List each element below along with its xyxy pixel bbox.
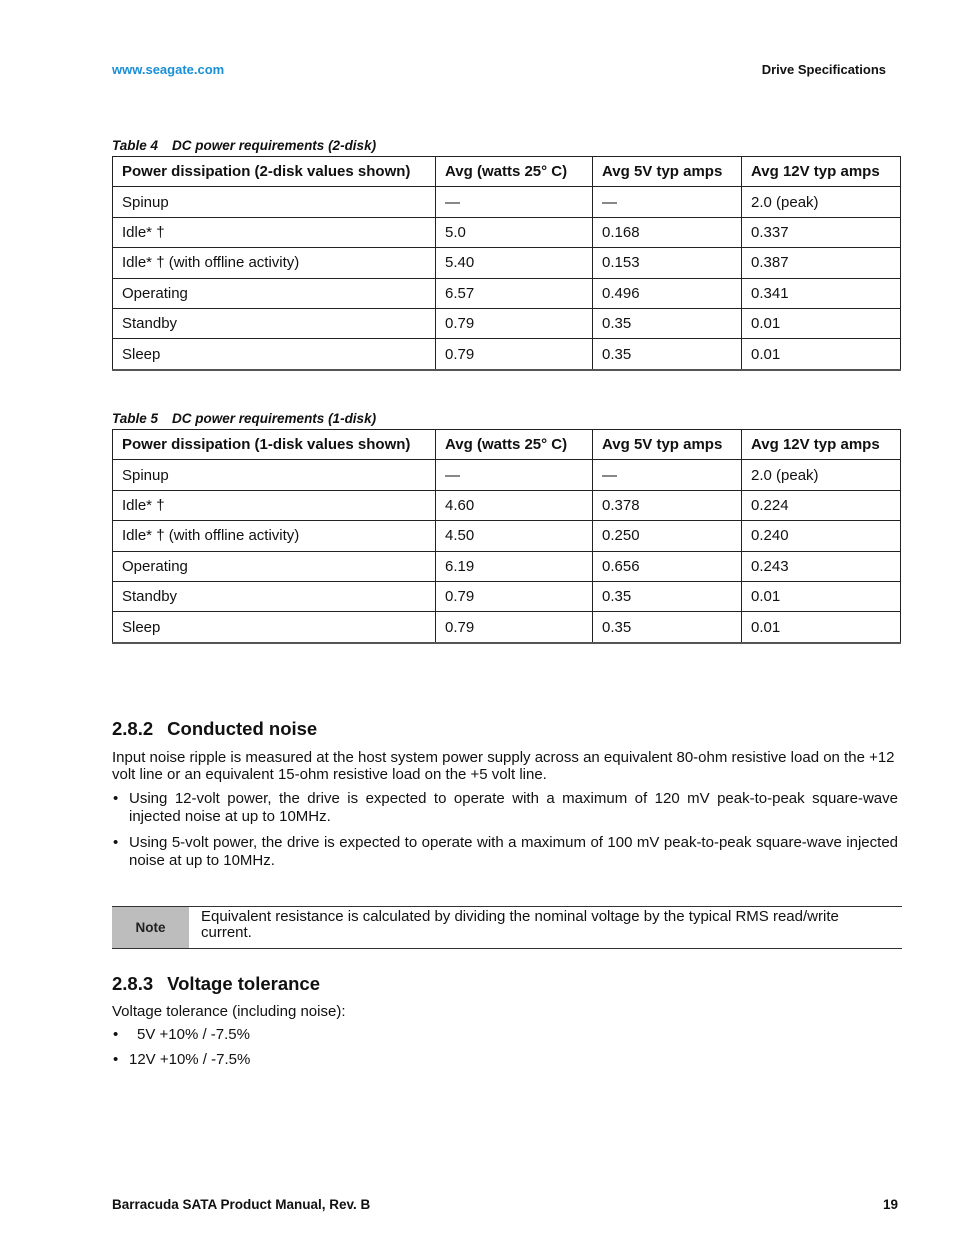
table-cell: — bbox=[593, 460, 742, 490]
list-item bbox=[112, 834, 898, 870]
column-header: Avg 12V typ amps bbox=[742, 157, 901, 187]
table-cell: 4.60 bbox=[436, 490, 593, 520]
conducted-noise-intro: Input noise ripple is measured at the host system power supply across an equivalent 80-ohm resistive load on the +12 volt line or an equivalent 15-ohm resistive load on the +5 volt line. bbox=[112, 749, 895, 783]
list-item bbox=[112, 790, 898, 826]
table-cell: 0.79 bbox=[436, 581, 593, 611]
table-cell: 0.35 bbox=[593, 612, 742, 643]
table-cell: 2.0 (peak) bbox=[742, 460, 901, 490]
table-cell: 0.337 bbox=[742, 217, 901, 247]
list-item-text: 5V +10% / -7.5% bbox=[137, 1026, 250, 1043]
bullet-icon: • bbox=[113, 834, 119, 851]
table5-dc-power-1disk bbox=[112, 429, 901, 644]
bullet-icon: • bbox=[113, 790, 119, 807]
column-header: Avg (watts 25° C) bbox=[436, 430, 593, 460]
column-header: Avg 5V typ amps bbox=[593, 430, 742, 460]
table-cell: — bbox=[436, 187, 593, 217]
table-row bbox=[113, 187, 901, 217]
table4-caption-title: DC power requirements (2-disk) bbox=[172, 138, 377, 153]
table5-caption-title: DC power requirements (1-disk) bbox=[172, 411, 377, 426]
table-cell: 0.243 bbox=[742, 551, 901, 581]
section-title: Voltage tolerance bbox=[167, 973, 320, 994]
table-cell: 4.50 bbox=[436, 521, 593, 551]
table4-caption-number: Table 4 bbox=[112, 138, 159, 153]
table-cell: 0.496 bbox=[593, 278, 742, 308]
table-cell: 0.35 bbox=[593, 308, 742, 338]
table-row bbox=[113, 460, 901, 490]
voltage-tolerance-bullet-list bbox=[112, 1026, 898, 1069]
section-heading-conducted-noise bbox=[112, 718, 317, 740]
table-cell: Spinup bbox=[113, 187, 436, 217]
table-cell: 0.240 bbox=[742, 521, 901, 551]
table-cell: — bbox=[436, 460, 593, 490]
table-cell: 2.0 (peak) bbox=[742, 187, 901, 217]
table-header-row bbox=[113, 430, 901, 460]
table-cell: Idle* † bbox=[113, 217, 436, 247]
table-cell: 0.224 bbox=[742, 490, 901, 520]
table-cell: Operating bbox=[113, 278, 436, 308]
table-cell: 6.57 bbox=[436, 278, 593, 308]
table-cell: 5.0 bbox=[436, 217, 593, 247]
footer-manual-title: Barracuda SATA Product Manual, Rev. B bbox=[112, 1197, 371, 1212]
note-text: Equivalent resistance is calculated by dividing the nominal voltage by the typical RMS read/write current. bbox=[201, 908, 839, 941]
table-row bbox=[113, 581, 901, 611]
table-cell: 0.01 bbox=[742, 339, 901, 370]
table-cell: Standby bbox=[113, 581, 436, 611]
table-cell: 0.01 bbox=[742, 581, 901, 611]
list-item-text: Using 5-volt power, the drive is expected to operate with a maximum of 100 mV peak-to-peak square-wave injected noise at up to 10MHz. bbox=[129, 834, 898, 869]
table4-dc-power-2disk bbox=[112, 156, 901, 371]
list-item-text: 12V +10% / -7.5% bbox=[129, 1051, 251, 1068]
note-box bbox=[112, 906, 902, 949]
section-heading-voltage-tolerance bbox=[112, 973, 320, 995]
table-cell: 0.35 bbox=[593, 581, 742, 611]
section-title: Conducted noise bbox=[167, 718, 318, 739]
header-website-link[interactable]: www.seagate.com bbox=[112, 62, 225, 77]
table-cell: 0.01 bbox=[742, 308, 901, 338]
table-cell: 0.378 bbox=[593, 490, 742, 520]
table-cell: 0.79 bbox=[436, 339, 593, 370]
bullet-icon: • bbox=[113, 1026, 119, 1043]
bullet-icon: • bbox=[113, 1051, 119, 1068]
table-cell: 0.01 bbox=[742, 612, 901, 643]
table-row bbox=[113, 551, 901, 581]
note-label: Note bbox=[112, 907, 189, 948]
table-cell: Operating bbox=[113, 551, 436, 581]
header-section-title: Drive Specifications bbox=[761, 62, 886, 77]
table-row bbox=[113, 339, 901, 370]
column-header: Power dissipation (2-disk values shown) bbox=[113, 157, 436, 187]
footer-page-number: 19 bbox=[882, 1197, 898, 1212]
section-number: 2.8.2 bbox=[112, 718, 154, 739]
table-cell: 5.40 bbox=[436, 248, 593, 278]
table-cell: Idle* † (with offline activity) bbox=[113, 521, 436, 551]
table-cell: 0.168 bbox=[593, 217, 742, 247]
table-row bbox=[113, 521, 901, 551]
table-cell: 0.79 bbox=[436, 612, 593, 643]
list-item bbox=[112, 1026, 898, 1044]
table-cell: 6.19 bbox=[436, 551, 593, 581]
table5-caption bbox=[112, 411, 376, 426]
table-cell: Sleep bbox=[113, 339, 436, 370]
table-cell: 0.387 bbox=[742, 248, 901, 278]
table-cell: 0.79 bbox=[436, 308, 593, 338]
list-item-text: Using 12-volt power, the drive is expected to operate with a maximum of 120 mV peak-to-peak square-wave injected noise at up to 10MHz. bbox=[129, 790, 898, 825]
conducted-noise-bullet-list bbox=[112, 790, 898, 870]
table-row bbox=[113, 278, 901, 308]
table-cell: Idle* † (with offline activity) bbox=[113, 248, 436, 278]
table-row bbox=[113, 217, 901, 247]
column-header: Avg (watts 25° C) bbox=[436, 157, 593, 187]
column-header: Avg 5V typ amps bbox=[593, 157, 742, 187]
table-row bbox=[113, 248, 901, 278]
table-cell: 0.341 bbox=[742, 278, 901, 308]
table-cell: 0.153 bbox=[593, 248, 742, 278]
table-cell: Standby bbox=[113, 308, 436, 338]
column-header: Avg 12V typ amps bbox=[742, 430, 901, 460]
table-row bbox=[113, 490, 901, 520]
table-row bbox=[113, 612, 901, 643]
table5-caption-number: Table 5 bbox=[112, 411, 159, 426]
table-header-row bbox=[113, 157, 901, 187]
table-row bbox=[113, 308, 901, 338]
table-cell: 0.250 bbox=[593, 521, 742, 551]
table-cell: 0.656 bbox=[593, 551, 742, 581]
table-cell: Idle* † bbox=[113, 490, 436, 520]
table-cell: Sleep bbox=[113, 612, 436, 643]
table-cell: — bbox=[593, 187, 742, 217]
table-cell: 0.35 bbox=[593, 339, 742, 370]
list-item bbox=[112, 1051, 898, 1069]
section-number: 2.8.3 bbox=[112, 973, 154, 994]
voltage-tolerance-intro: Voltage tolerance (including noise): bbox=[112, 1003, 346, 1020]
column-header: Power dissipation (1-disk values shown) bbox=[113, 430, 436, 460]
table4-caption bbox=[112, 138, 376, 153]
table-cell: Spinup bbox=[113, 460, 436, 490]
